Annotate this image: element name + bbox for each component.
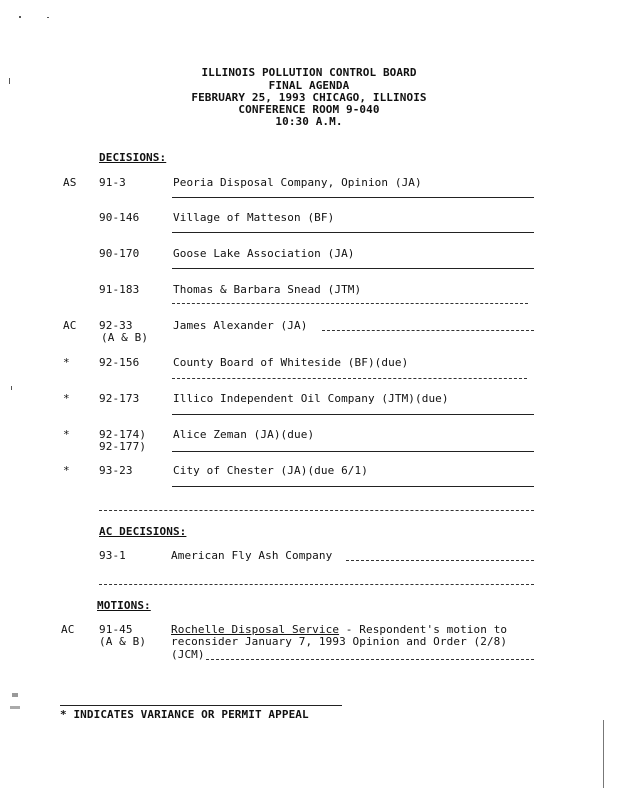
item-description: Village of Matteson (BF) [173,211,335,224]
item-case-number: 92-156 [99,356,140,369]
motions-heading: MOTIONS: [97,599,151,612]
item-description: Thomas & Barbara Snead (JTM) [173,283,362,296]
decisions-heading: DECISIONS: [99,151,167,164]
signature-line [206,659,534,660]
ac-decisions-heading: AC DECISIONS: [99,525,187,538]
motion-description-line3: (JCM) [171,648,205,661]
item-mark: AS [63,176,77,189]
party-name: Rochelle Disposal Service [171,623,340,636]
item-case-number-second: 92-177) [99,440,147,453]
item-description: Peoria Disposal Company, Opinion (JA) [173,176,422,189]
item-description: County Board of Whiteside (BF)(due) [173,356,409,369]
header-agenda-type: FINAL AGENDA [268,79,350,92]
signature-line [172,197,534,198]
header-time: 10:30 A.M. [275,115,343,128]
item-case-number: 90-170 [99,247,140,260]
item-case-number: 91-3 [99,176,126,189]
scan-speck [11,386,12,390]
item-case-number: 92-174) [99,428,147,441]
item-description: Goose Lake Association (JA) [173,247,355,260]
signature-line [172,486,534,487]
scan-speck [47,17,49,18]
item-case-number: 93-1 [99,549,126,562]
item-description: James Alexander (JA) [173,319,308,332]
header-room: CONFERENCE ROOM 9-040 [238,103,380,116]
item-mark: * [63,464,70,477]
item-case-number: 93-23 [99,464,133,477]
signature-line [172,232,534,233]
header-board-name: ILLINOIS POLLUTION CONTROL BOARD [201,66,417,79]
item-mark: * [63,428,70,441]
item-case-number: 90-146 [99,211,140,224]
signature-line [99,584,534,585]
item-case-number: 92-33 [99,319,133,332]
item-mark: AC [63,319,77,332]
item-case-number: 91-183 [99,283,140,296]
item-description: Illico Independent Oil Company (JTM)(due) [173,392,449,405]
signature-line [172,414,534,415]
scan-speck [10,706,20,709]
item-case-number-suffix: (A & B) [101,331,149,344]
signature-line [99,510,534,511]
signature-line [172,378,527,379]
signature-line [322,330,534,331]
scan-edge-line [603,720,604,788]
item-description: American Fly Ash Company [171,549,333,562]
item-case-number: 91-45 [99,623,133,636]
scan-speck [12,693,18,697]
signature-line [172,268,534,269]
signature-line [172,303,528,304]
header-date-location: FEBRUARY 25, 1993 CHICAGO, ILLINOIS [191,91,427,104]
item-description: Alice Zeman (JA)(due) [173,428,315,441]
item-mark: AC [61,623,75,636]
scan-speck [9,78,10,84]
item-mark: * [63,392,70,405]
signature-line [172,451,534,452]
scan-speck [19,16,21,18]
item-description: City of Chester (JA)(due 6/1) [173,464,368,477]
item-mark: * [63,356,70,369]
item-case-number: 92-173 [99,392,140,405]
motion-description-line2: reconsider January 7, 1993 Opinion and Order (2/8) [171,635,508,648]
footnote: * INDICATES VARIANCE OR PERMIT APPEAL [60,708,309,721]
signature-line [346,560,534,561]
motion-text: - Respondent's motion to [339,623,508,636]
item-case-number-suffix: (A & B) [99,635,147,648]
footnote-rule [60,705,342,706]
